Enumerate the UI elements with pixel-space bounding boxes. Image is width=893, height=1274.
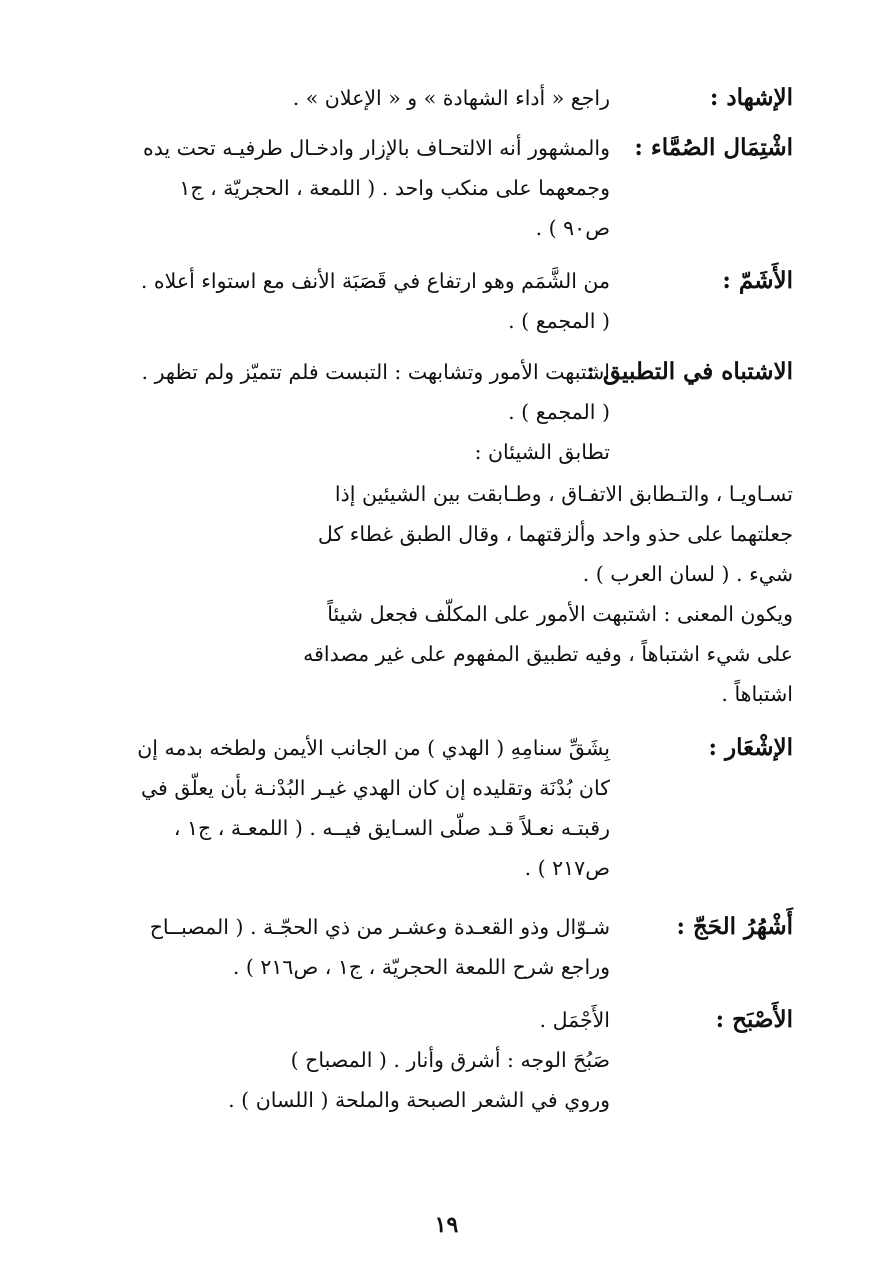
definition-line: رقبتـه نعـلاً قـد صلّى السـايق فيــه . ( اللمعـة ، ج١ ،: [173, 816, 610, 840]
definition-line: شيء . ( لسان العرب ) .: [582, 562, 793, 586]
entry-definition: [85, 1000, 610, 1120]
definition-line: بِشَقِّ سنامِهِ ( الهدي ) من الجانب الأيمن ولطخه بدمه إن: [137, 736, 610, 760]
definition-line: ص٩٠ ) .: [535, 216, 610, 240]
definition-line: وراجع شرح اللمعة الحجريّة ، ج١ ، ص٢١٦ ) .: [232, 955, 610, 979]
entry-definition: [85, 261, 610, 341]
entry-definition: [75, 907, 610, 987]
definition-line: كان بُدْنَة وتقليده إن كان الهدي غيـر البُدْنـة بأن يعلّق في: [140, 776, 610, 800]
entry-term: الإشْعَار :: [708, 734, 793, 761]
page-number: ١٩: [434, 1212, 459, 1238]
definition-line: اشتبهت الأمور وتشابهت : التبست فلم تتميّز ولم تظهر .: [141, 360, 610, 384]
definition-line: صَبُحَ الوجه : أشرق وأنار . ( المصباح ): [290, 1048, 610, 1072]
entry-term: أَشْهُرُ الحَجّ :: [676, 913, 793, 940]
definition-line: شـوّال وذو القعـدة وعشـر من ذي الحجّـة . ( المصبــاح: [149, 915, 610, 939]
definition-line: ( المجمع ) .: [508, 309, 610, 333]
definition-line: تسـاويـا ، والتـطابق الاتفـاق ، وطـابقت بين الشيئين إذا: [334, 482, 793, 506]
entry-term: الإشهاد :: [709, 84, 793, 111]
definition-line: على شيء اشتباهاً ، وفيه تطبيق المفهوم على غير مصداقه: [303, 642, 793, 666]
definition-line: الأَجْمَل .: [539, 1008, 610, 1032]
entry-term: الأَصْبَح :: [715, 1006, 793, 1033]
definition-line: ويكون المعنى : اشتبهت الأمور على المكلّف فجعل شيئاً: [327, 602, 793, 626]
entry-term: الاشتباه في التطبيق :: [586, 358, 793, 385]
definition-line: من الشَّمَم وهو ارتفاع في قَصَبَة الأنف مع استواء أعلاه .: [140, 269, 610, 293]
entry-definition: [85, 128, 610, 248]
entry-definition: [85, 352, 610, 472]
definition-line: والمشهور أنه الالتحـاف بالإزار وادخـال طرفيـه تحت يده: [142, 136, 610, 160]
definition-line: تطابق الشيئان :: [474, 440, 610, 464]
entry-definition-fullwidth: [75, 474, 793, 714]
definition-line: وجمعهما على منكب واحد . ( اللمعة ، الحجريّة ، ج١: [179, 176, 610, 200]
entry-term: اشْتِمَال الصُمَّاء :: [634, 134, 793, 161]
definition-line: جعلتهما على حذو واحد وألزقتهما ، وقال الطبق غطاء كل: [317, 522, 793, 546]
definition-line: ( المجمع ) .: [508, 400, 610, 424]
entry-term: الأَشَمّ :: [722, 267, 793, 294]
entry-definition: [85, 78, 610, 118]
definition-line: راجع « أداء الشهادة » و « الإعلان » .: [292, 86, 610, 110]
definition-line: وروي في الشعر الصبحة والملحة ( اللسان ) .: [228, 1088, 610, 1112]
definition-line: ص٢١٧ ) .: [524, 856, 610, 880]
entry-definition: [75, 728, 610, 888]
definition-line: اشتباهاً .: [721, 682, 793, 706]
